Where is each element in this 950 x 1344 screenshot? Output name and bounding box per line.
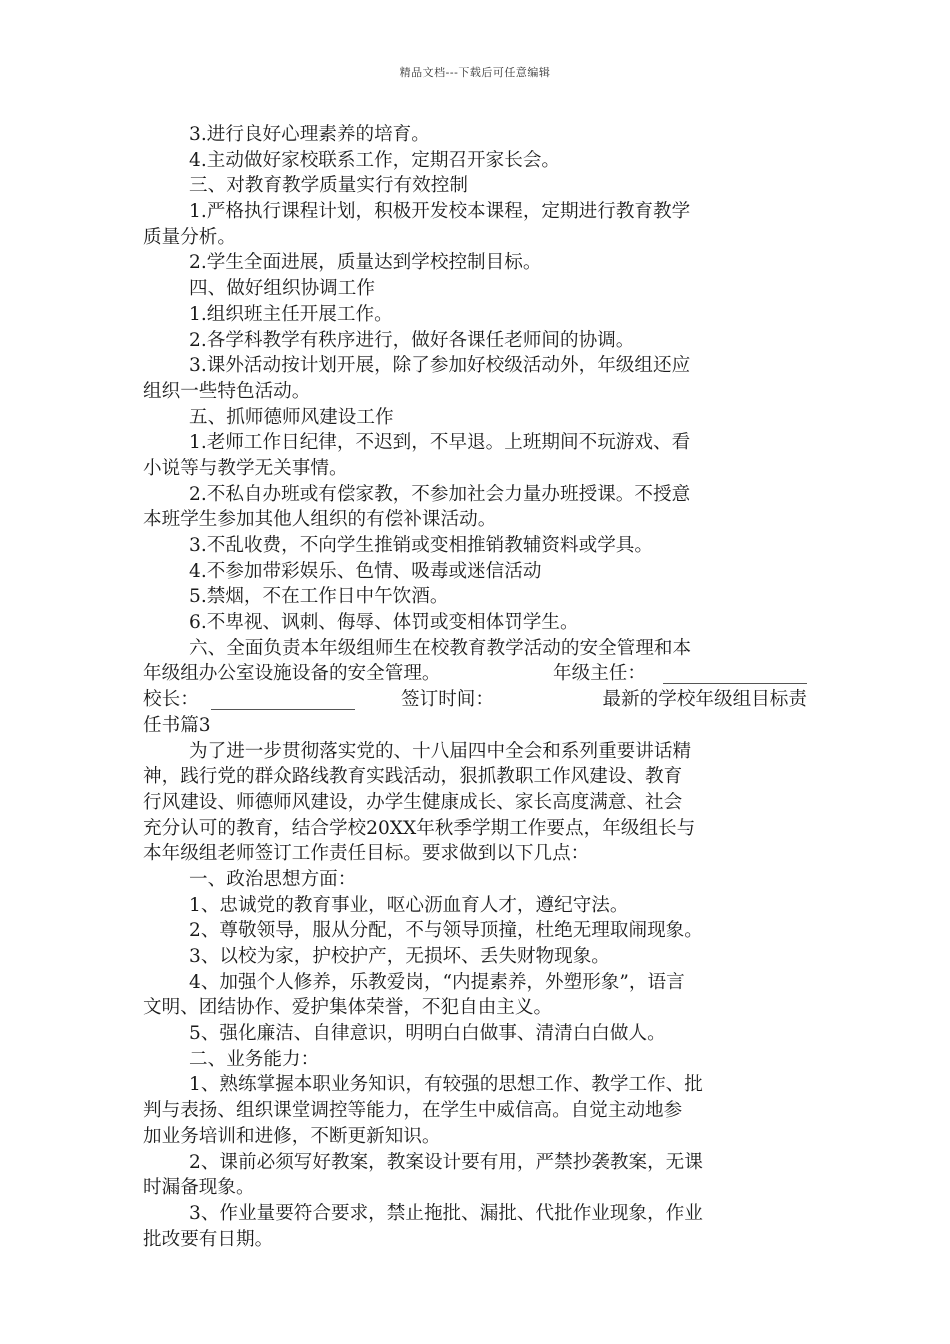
paragraph-line: 5、强化廉洁、自律意识，明明白白做事、清清白白做人。 — [189, 1023, 666, 1045]
signature-line-principal — [143, 687, 807, 713]
paragraph-line: 五、抓师德师风建设工作 — [189, 406, 394, 428]
paragraph-line: 文明、团结协作、爱护集体荣誉，不犯自由主义。 — [143, 997, 553, 1019]
paragraph-line: 3.进行良好心理素养的培育。 — [189, 124, 430, 145]
paragraph-line: 2.学生全面进展，质量达到学校控制目标。 — [189, 252, 542, 274]
paragraph-line: 组织一些特色活动。 — [143, 380, 311, 402]
grade-lead-signature-blank — [663, 665, 807, 684]
paragraph-line: 1.严格执行课程计划，积极开发校本课程，定期进行教育教学 — [189, 201, 691, 223]
paragraph-line: 2.各学科教学有秩序进行，做好各课任老师间的协调。 — [189, 329, 635, 351]
paragraph-line: 时漏备现象。 — [143, 1177, 255, 1199]
paragraph-line: 4、加强个人修养，乐教爱岗，“内提素养，外塑形象”，语言 — [189, 971, 685, 993]
paragraph-line: 3、以校为家，护校护产，无损坏、丢失财物现象。 — [189, 946, 610, 967]
paragraph-line: 2、尊敬领导，服从分配，不与领导顶撞，杜绝无理取闹现象。 — [189, 920, 703, 942]
paragraph-line: 本年级组老师签订工作责任目标。要求做到以下几点： — [143, 843, 590, 865]
paragraph-line: 质量分析。 — [143, 226, 236, 248]
paragraph-line: 四、做好组织协调工作 — [189, 278, 375, 300]
paragraph-line: 1、忠诚党的教育事业，呕心沥血育人才，遵纪守法。 — [189, 894, 629, 916]
paragraph-line: 充分认可的教育，结合学校20XX年秋季学期工作要点，年级组长与 — [143, 817, 696, 839]
paragraph-line: 2、课前必须写好教案，教案设计要有用，严禁抄袭教案，无课 — [189, 1151, 703, 1173]
next-title-start: 最新的学校年级组目标责 — [602, 689, 807, 711]
page-header: 精品文档---下载后可任意编辑 — [399, 66, 551, 79]
paragraph-line: 判与表扬、组织课堂调控等能力，在学生中威信高。自觉主动地参 — [143, 1100, 683, 1122]
paragraph-line: 1.老师工作日纪律，不迟到，不早退。上班期间不玩游戏、看 — [189, 432, 691, 454]
paragraph-line: 六、全面负责本年级组师生在校教育教学活动的安全管理和本 — [189, 637, 692, 659]
paragraph-line: 1.组织班主任开展工作。 — [189, 303, 393, 325]
grade-lead-label: 年级主任： — [553, 663, 646, 685]
paragraph-line: 任书篇3 — [143, 714, 211, 736]
text-block-2 — [143, 713, 807, 1252]
principal-label: 校长： — [143, 689, 199, 711]
paragraph-line: 5.禁烟，不在工作日中午饮酒。 — [189, 586, 449, 608]
paragraph-line: 2.不私自办班或有偿家教，不参加社会力量办班授课。不授意 — [189, 483, 691, 505]
paragraph-line: 二、业务能力： — [189, 1048, 320, 1070]
paragraph-line: 6.不卑视、讽刺、侮辱、体罚或变相体罚学生。 — [189, 612, 579, 634]
paragraph-line: 4.不参加带彩娱乐、色情、吸毒或迷信活动 — [189, 560, 542, 582]
paragraph-line: 为了进一步贯彻落实党的、十八届四中全会和系列重要讲话精 — [189, 740, 692, 762]
paragraph-line: 行风建设、师德师风建设，办学生健康成长、家长高度满意、社会 — [143, 791, 683, 813]
paragraph-line: 本班学生参加其他人组织的有偿补课活动。 — [143, 509, 497, 531]
sign-date-label: 签订时间： — [401, 689, 494, 711]
paragraph-line: 4.主动做好家校联系工作，定期召开家长会。 — [189, 149, 561, 171]
paragraph-line: 1、熟练掌握本职业务知识，有较强的思想工作、教学工作、批 — [189, 1074, 703, 1096]
paragraph-line: 批改要有日期。 — [143, 1228, 274, 1250]
paragraph-line: 一、政治思想方面： — [189, 868, 357, 890]
paragraph-line: 3.课外活动按计划开展，除了参加好校级活动外，年级组还应 — [189, 355, 691, 377]
paragraph-line: 神，践行党的群众路线教育实践活动，狠抓教职工作风建设、教育 — [143, 766, 683, 788]
principal-signature-blank — [211, 691, 355, 710]
text-block-1 — [143, 122, 807, 661]
paragraph-line: 3.不乱收费，不向学生推销或变相推销教辅资料或学具。 — [189, 535, 653, 556]
paragraph-line: 小说等与教学无关事情。 — [143, 457, 348, 479]
paragraph-line: 3、作业量要符合要求，禁止拖批、漏批、代批作业现象，作业 — [189, 1202, 703, 1224]
document-body — [143, 122, 807, 1252]
paragraph-line: 三、对教育教学质量实行有效控制 — [189, 175, 468, 197]
paragraph-line: 加业务培训和进修，不断更新知识。 — [143, 1125, 441, 1147]
signature-line-grade-lead — [143, 661, 807, 687]
paragraph-line: 年级组办公室设施设备的安全管理。 — [143, 663, 441, 685]
